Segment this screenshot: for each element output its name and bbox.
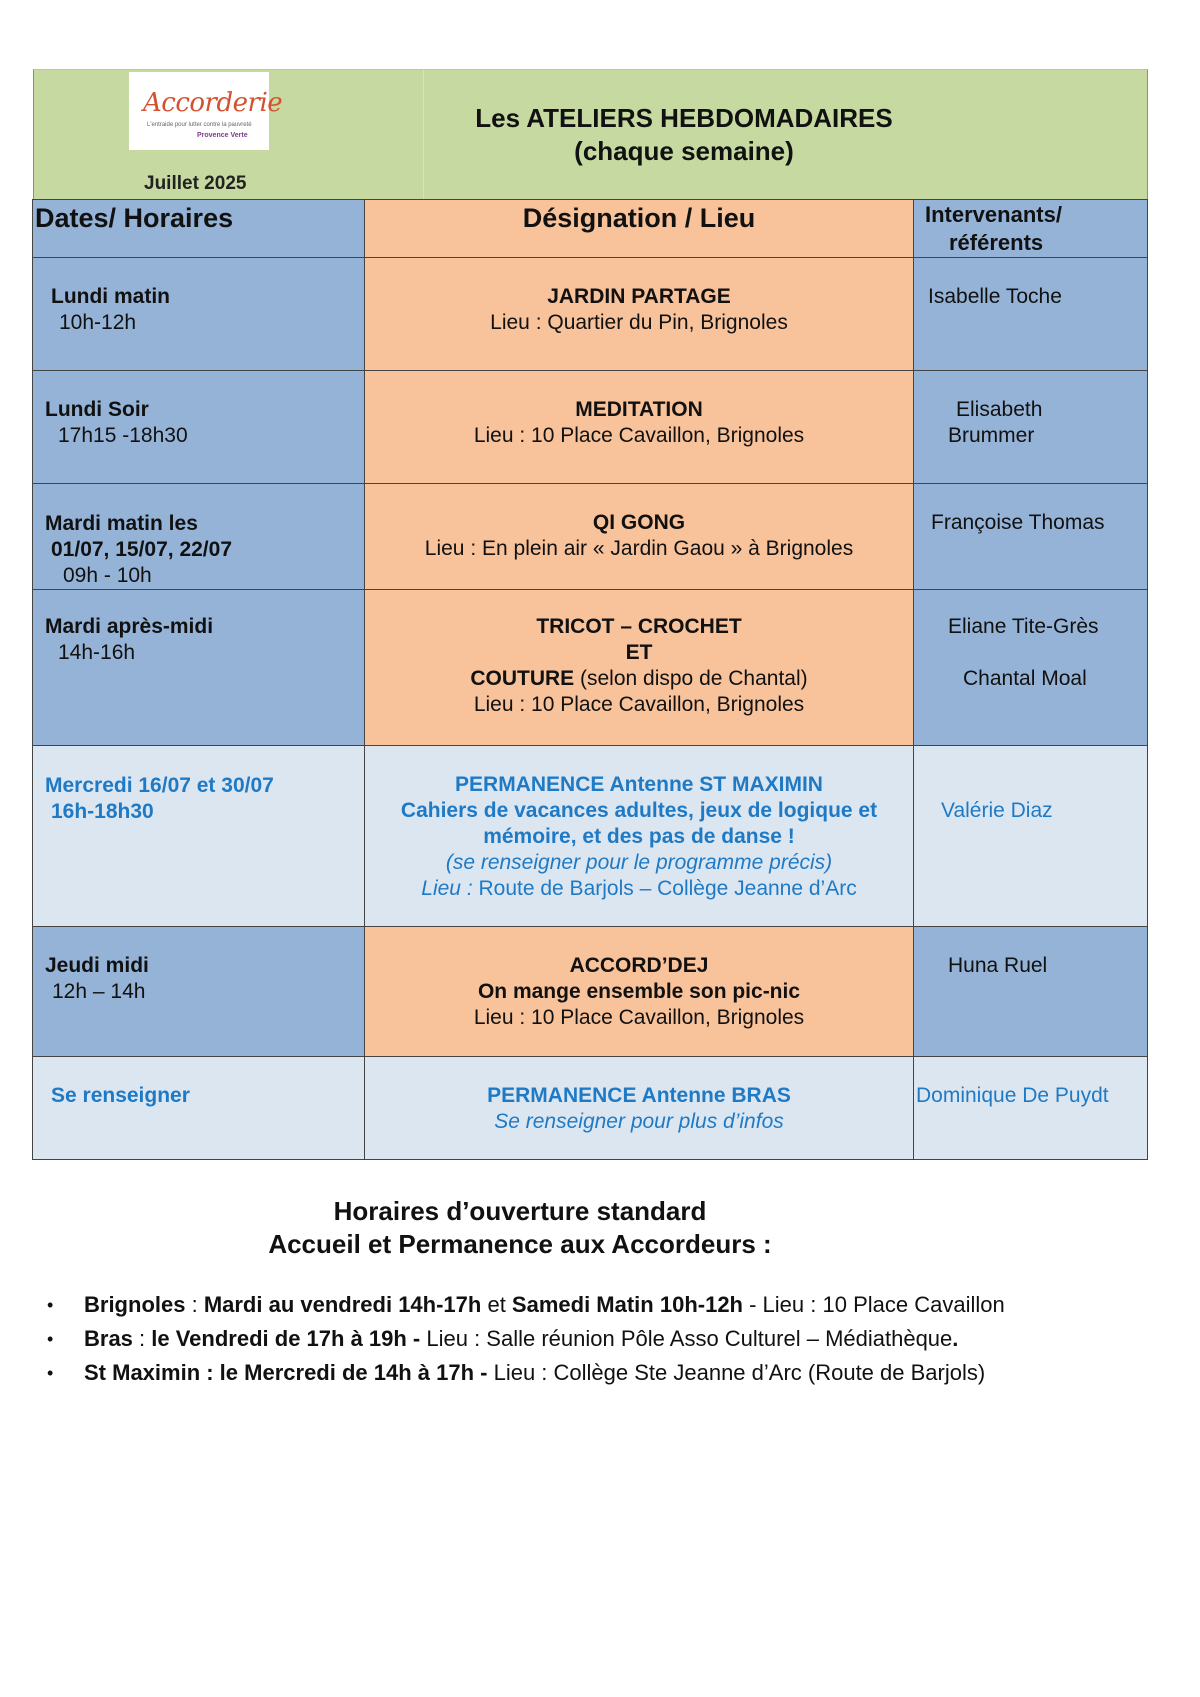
activity-location: Lieu : Quartier du Pin, Brignoles bbox=[490, 311, 788, 334]
date-main: Jeudi midi bbox=[45, 954, 149, 977]
header-designation: Désignation / Lieu bbox=[365, 200, 914, 258]
list-item bbox=[45, 1356, 1165, 1390]
header-intervenants-line-1: Intervenants/ bbox=[925, 202, 1062, 227]
location-name: Bras bbox=[84, 1326, 133, 1351]
activity-location: Lieu : 10 Place Cavaillon, Brignoles bbox=[473, 1006, 805, 1029]
location-address: - Lieu : 10 Place Cavaillon bbox=[743, 1292, 1005, 1317]
activity-title: PERMANENCE Antenne ST MAXIMIN bbox=[455, 773, 823, 796]
title-line-1: Les ATELIERS HEBDOMADAIRES bbox=[475, 103, 893, 133]
table-row bbox=[33, 371, 1148, 484]
intervenant-name: Isabelle Toche bbox=[928, 285, 1062, 308]
intervenant-name: Valérie Diaz bbox=[941, 799, 1053, 822]
date-main: Se renseigner bbox=[51, 1084, 190, 1107]
location-schedule: St Maximin : le Mercredi de 14h à 17h - bbox=[84, 1360, 488, 1385]
intervenant-name-line-1: Elisabeth bbox=[956, 398, 1043, 421]
date-sub: 14h-16h bbox=[58, 641, 136, 664]
bullet-icon: • bbox=[47, 1363, 54, 1383]
activity-location: Lieu : 10 Place Cavaillon, Brignoles bbox=[473, 693, 805, 716]
intervenant-name: Dominique De Puydt bbox=[916, 1084, 1109, 1107]
header-intervenants-line-2: référents bbox=[949, 230, 1044, 255]
accorderie-logo bbox=[129, 72, 283, 150]
intervenant-cell bbox=[914, 371, 1148, 484]
opening-hours-title-line-1: Horaires d’ouverture standard bbox=[333, 1196, 707, 1226]
activity-title: PERMANENCE Antenne BRAS bbox=[487, 1084, 791, 1107]
date-main-line-1: Mardi matin les bbox=[45, 512, 198, 535]
date-main: Lundi Soir bbox=[45, 398, 149, 421]
intervenant-cell bbox=[914, 258, 1148, 371]
date-main: Mardi après-midi bbox=[45, 615, 214, 638]
page-title bbox=[424, 102, 944, 168]
table-header-row bbox=[33, 200, 1148, 258]
location-label: Lieu : bbox=[421, 877, 473, 900]
date-main-line-2: 01/07, 15/07, 22/07 bbox=[51, 538, 232, 561]
activity-note: (se renseigner pour le programme précis) bbox=[445, 851, 833, 874]
activity-note: Se renseigner pour plus d’infos bbox=[494, 1110, 784, 1133]
logo-word: Accorderie bbox=[143, 88, 283, 118]
conjunction: et bbox=[481, 1292, 512, 1317]
trailing-period: . bbox=[952, 1326, 959, 1351]
header-banner bbox=[33, 69, 1148, 200]
activity-title-line-1: TRICOT – CROCHET bbox=[536, 615, 742, 638]
table-row bbox=[33, 1057, 1148, 1160]
bullet-icon: • bbox=[47, 1295, 54, 1315]
date-main: Lundi matin bbox=[51, 285, 170, 308]
location-name: Brignoles bbox=[84, 1292, 186, 1317]
intervenant-cell bbox=[914, 927, 1148, 1057]
bullet-icon: • bbox=[47, 1329, 54, 1349]
date-cell bbox=[33, 927, 365, 1057]
date-cell bbox=[33, 484, 365, 590]
location-value: Route de Barjols – Collège Jeanne d’Arc bbox=[472, 877, 857, 900]
intervenant-cell bbox=[914, 590, 1148, 746]
date-cell bbox=[33, 371, 365, 484]
schedule-saturday: Samedi Matin 10h-12h bbox=[511, 1292, 743, 1317]
opening-hours-title-line-2: Accueil et Permanence aux Accordeurs : bbox=[268, 1229, 772, 1259]
date-sub: 16h-18h30 bbox=[51, 800, 154, 823]
activity-desc: On mange ensemble son pic-nic bbox=[477, 980, 801, 1003]
activity-title-note: (selon dispo de Chantal) bbox=[574, 667, 808, 690]
date-sub: 12h – 14h bbox=[52, 980, 146, 1003]
activity-location: Lieu : En plein air « Jardin Gaou » à Brignoles bbox=[424, 537, 854, 560]
date-cell bbox=[33, 258, 365, 371]
activity-location: Lieu : 10 Place Cavaillon, Brignoles bbox=[473, 424, 805, 447]
date-cell bbox=[33, 590, 365, 746]
activity-title-line-3 bbox=[365, 666, 913, 692]
activity-title-couture: COUTURE bbox=[470, 667, 575, 690]
title-line-2: (chaque semaine) bbox=[574, 136, 794, 166]
separator: : bbox=[132, 1326, 152, 1351]
intervenant-name: Françoise Thomas bbox=[931, 511, 1105, 534]
table-row bbox=[33, 484, 1148, 590]
activity-title: QI GONG bbox=[592, 511, 686, 534]
table-row bbox=[33, 258, 1148, 371]
date-cell bbox=[33, 746, 365, 927]
date-sub: 10h-12h bbox=[59, 311, 137, 334]
date-sub: 09h - 10h bbox=[63, 564, 152, 587]
list-item bbox=[45, 1288, 1165, 1322]
activity-title: MEDITATION bbox=[575, 398, 703, 421]
designation-cell bbox=[365, 746, 914, 927]
activity-desc-line-1: Cahiers de vacances adultes, jeux de logique et bbox=[400, 799, 878, 822]
date-cell bbox=[33, 1057, 365, 1160]
location-address: Lieu : Collège Ste Jeanne d’Arc (Route de Barjols) bbox=[487, 1360, 986, 1385]
designation-cell bbox=[365, 927, 914, 1057]
activity-title-line-2: ET bbox=[625, 641, 653, 664]
table-row bbox=[33, 927, 1148, 1057]
designation-cell bbox=[365, 484, 914, 590]
activity-location bbox=[365, 876, 913, 902]
date-main: Mercredi 16/07 et 30/07 bbox=[45, 774, 274, 797]
intervenant-name: Huna Ruel bbox=[948, 954, 1048, 977]
separator: : bbox=[185, 1292, 204, 1317]
activity-desc-line-2: mémoire, et des pas de danse ! bbox=[483, 825, 795, 848]
logo-region: Provence Verte bbox=[197, 132, 248, 139]
designation-cell bbox=[365, 590, 914, 746]
header-dates: Dates/ Horaires bbox=[33, 200, 365, 258]
intervenant-cell bbox=[914, 1057, 1148, 1160]
date-sub: 17h15 -18h30 bbox=[58, 424, 188, 447]
intervenant-name-line-1: Eliane Tite-Grès bbox=[948, 615, 1099, 638]
activity-title: ACCORD’DEJ bbox=[569, 954, 709, 977]
designation-cell bbox=[365, 258, 914, 371]
opening-hours-list bbox=[45, 1288, 1165, 1390]
intervenant-cell bbox=[914, 746, 1148, 927]
month-label: Juillet 2025 bbox=[144, 173, 247, 194]
schedule-table bbox=[32, 199, 1148, 1160]
schedule: le Vendredi de 17h à 19h - bbox=[151, 1326, 421, 1351]
logo-tagline: L'entraide pour lutter contre la pauvreté bbox=[147, 122, 252, 128]
location-address: Lieu : Salle réunion Pôle Asso Culturel – Médiathèque bbox=[420, 1326, 953, 1351]
opening-hours-title bbox=[220, 1195, 820, 1261]
designation-cell bbox=[365, 1057, 914, 1160]
table-row bbox=[33, 746, 1148, 927]
intervenant-name-line-2: Chantal Moal bbox=[963, 667, 1087, 690]
intervenant-cell bbox=[914, 484, 1148, 590]
header-intervenants bbox=[914, 200, 1148, 258]
list-item bbox=[45, 1322, 1165, 1356]
table-row bbox=[33, 590, 1148, 746]
schedule-weekdays: Mardi au vendredi 14h-17h bbox=[203, 1292, 482, 1317]
designation-cell bbox=[365, 371, 914, 484]
activity-title: JARDIN PARTAGE bbox=[547, 285, 731, 308]
intervenant-name-line-2: Brummer bbox=[948, 424, 1035, 447]
